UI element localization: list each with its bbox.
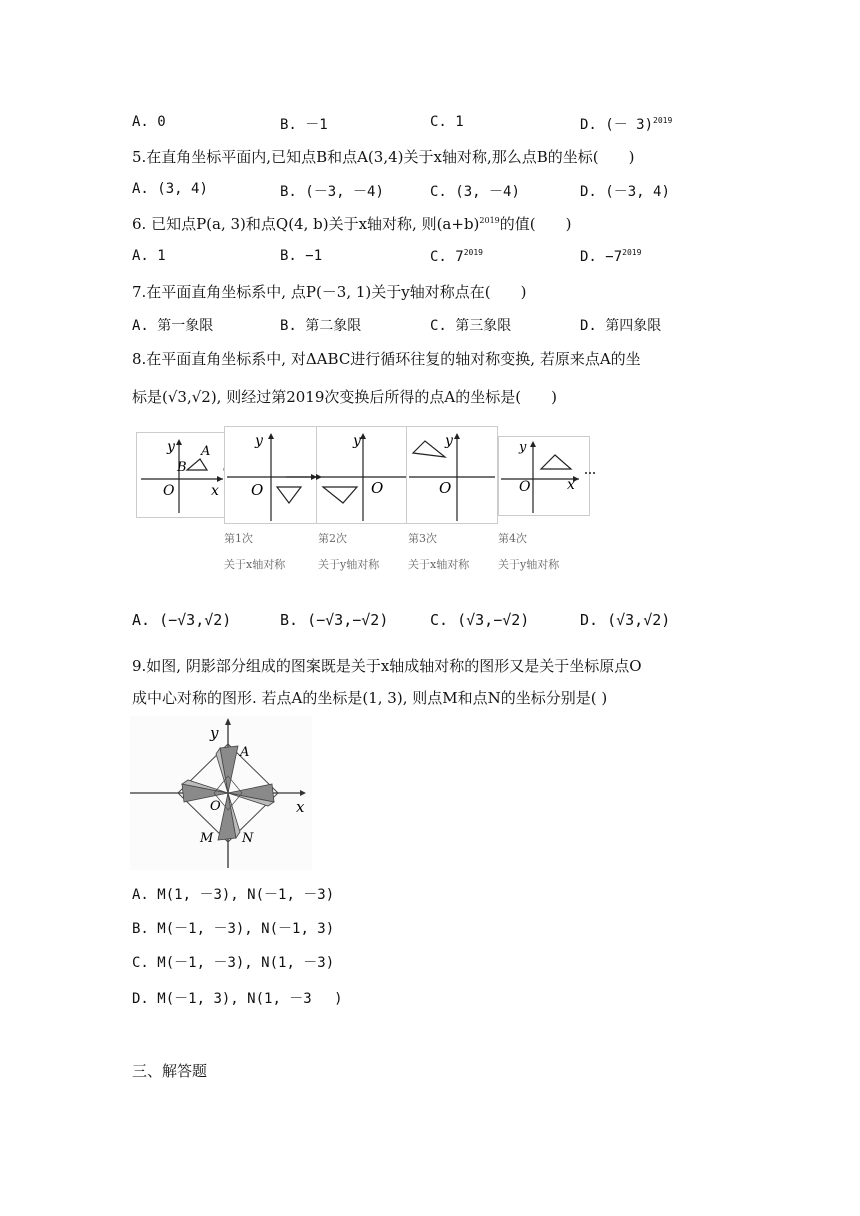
- q9-stem-line2: 成中心对称的图形. 若点A的坐标是(1, 3), 则点M和点N的坐标分别是( ): [132, 689, 608, 707]
- q8-panel-step3-graphic: [407, 427, 497, 523]
- q8-panel-original: [136, 432, 234, 518]
- q8-caption-desc3: 关于x轴对称: [408, 558, 470, 571]
- q5-option-c: C. (3, －4): [430, 184, 520, 200]
- q9-option-c: C. M(－1, －3), N(1, －3): [132, 955, 335, 971]
- q8-caption-step4: 第4次: [498, 532, 527, 545]
- q6-option-d: D. $-7^{2019}$: [580, 248, 642, 265]
- q6-stem: 6. 已知点P(a, 3)和点Q(4, b)关于x轴对称, 则$(a+b)^{2019}$的值( ): [132, 215, 572, 233]
- q8-option-b: B. (−√3,−√2): [280, 611, 389, 629]
- q8-label-b: B: [177, 460, 187, 475]
- q8-label-y: y: [167, 439, 175, 455]
- q5-option-b: B. (－3, －4): [280, 184, 384, 200]
- q5-option-a: A. (3, 4): [132, 181, 208, 197]
- q7-option-d: D. 第四象限: [580, 318, 662, 334]
- q9-stem-line1: 9.如图, 阴影部分组成的图案既是关于x轴成轴对称的图形又是关于坐标原点O: [132, 657, 642, 675]
- q7-option-a: A. 第一象限: [132, 318, 214, 334]
- q8-panel-step1-y-label: y: [255, 433, 263, 449]
- q8-panel-step2-y-label: y: [353, 433, 361, 449]
- q8-stem-line1: 8.在平面直角坐标系中, 对ΔABC进行循环往复的轴对称变换, 若原来点A的坐: [132, 350, 641, 368]
- q4-option-c: C. 1: [430, 114, 464, 130]
- q4-option-d: D. (－ 3)$^{2019}$: [580, 116, 673, 133]
- q8-panel-step4-graphic: [499, 437, 589, 515]
- q8-label-o: O: [163, 483, 175, 499]
- q9-label-x: x: [296, 798, 305, 816]
- q8-label-a: A: [201, 444, 211, 459]
- q8-caption-desc1: 关于x轴对称: [224, 558, 286, 571]
- q8-ellipsis-icon: [584, 468, 596, 478]
- q7-option-c: C. 第三象限: [430, 318, 512, 334]
- q8-option-c: C. (√3,−√2): [430, 611, 530, 629]
- q9-option-a: A. M(1, －3), N(－1, －3): [132, 887, 335, 903]
- q9-option-d: D. M(－1, 3), N(1, －3 ): [132, 991, 343, 1007]
- q9-figure: [130, 716, 312, 870]
- q8-panel-step3-y-label: y: [445, 433, 453, 449]
- q8-panel-step4-y-label: y: [519, 440, 527, 455]
- q8-caption-step2: 第2次: [318, 532, 347, 545]
- q4-option-a: A. 0: [132, 114, 166, 130]
- q8-caption-desc4: 关于y轴对称: [498, 558, 560, 571]
- q8-panel-step2-o-label: O: [371, 479, 384, 497]
- q8-panel-step2-graphic: [317, 427, 409, 523]
- q8-panel-step4: [498, 436, 590, 516]
- q8-panel-step4-x-label: x: [567, 477, 575, 493]
- section-heading: 三、解答题: [132, 1062, 208, 1080]
- q4-option-b: B. －1: [280, 117, 328, 133]
- q8-panel-step3: [406, 426, 498, 524]
- q7-stem: 7.在平面直角坐标系中, 点P(－3, 1)关于y轴对称点在( ): [132, 283, 527, 301]
- q9-label-y: y: [210, 724, 219, 742]
- q7-option-b: B. 第二象限: [280, 318, 362, 334]
- q8-option-d: D. (√3,√2): [580, 611, 671, 629]
- q8-panel-step2: [316, 426, 410, 524]
- q9-label-m: M: [200, 831, 214, 846]
- q9-label-o: O: [210, 799, 221, 814]
- q8-panel-step3-o-label: O: [439, 479, 452, 497]
- q8-caption-step1: 第1次: [224, 532, 253, 545]
- q5-stem: 5.在直角坐标平面内,已知点B和点A(3,4)关于x轴对称,那么点B的坐标( ): [132, 148, 635, 166]
- q6-option-a: A. 1: [132, 248, 166, 264]
- q8-caption-desc2: 关于y轴对称: [318, 558, 380, 571]
- q8-stem-line2: 标是(√3,√2), 则经过第2019次变换后所得的点A的坐标是( ): [132, 388, 557, 406]
- q9-figure-graphic: [130, 716, 312, 870]
- q6-option-c: C. $7^{2019}$: [430, 248, 483, 265]
- q6-option-b: B. −1: [280, 248, 323, 264]
- q8-panel-step1-o-label: O: [251, 481, 264, 499]
- q5-option-d: D. (－3, 4): [580, 184, 670, 200]
- q9-label-a: A: [240, 745, 250, 760]
- q8-label-x: x: [211, 483, 219, 499]
- q8-option-a: A. (−√3,√2): [132, 611, 232, 629]
- q9-label-n: N: [242, 831, 254, 846]
- q9-option-b: B. M(－1, －3), N(－1, 3): [132, 921, 335, 937]
- q8-panel-step4-o-label: O: [519, 479, 531, 495]
- q8-arrow-icon-1: [286, 470, 326, 484]
- q8-caption-step3: 第3次: [408, 532, 437, 545]
- q8-panel-original-graphic: [137, 433, 233, 517]
